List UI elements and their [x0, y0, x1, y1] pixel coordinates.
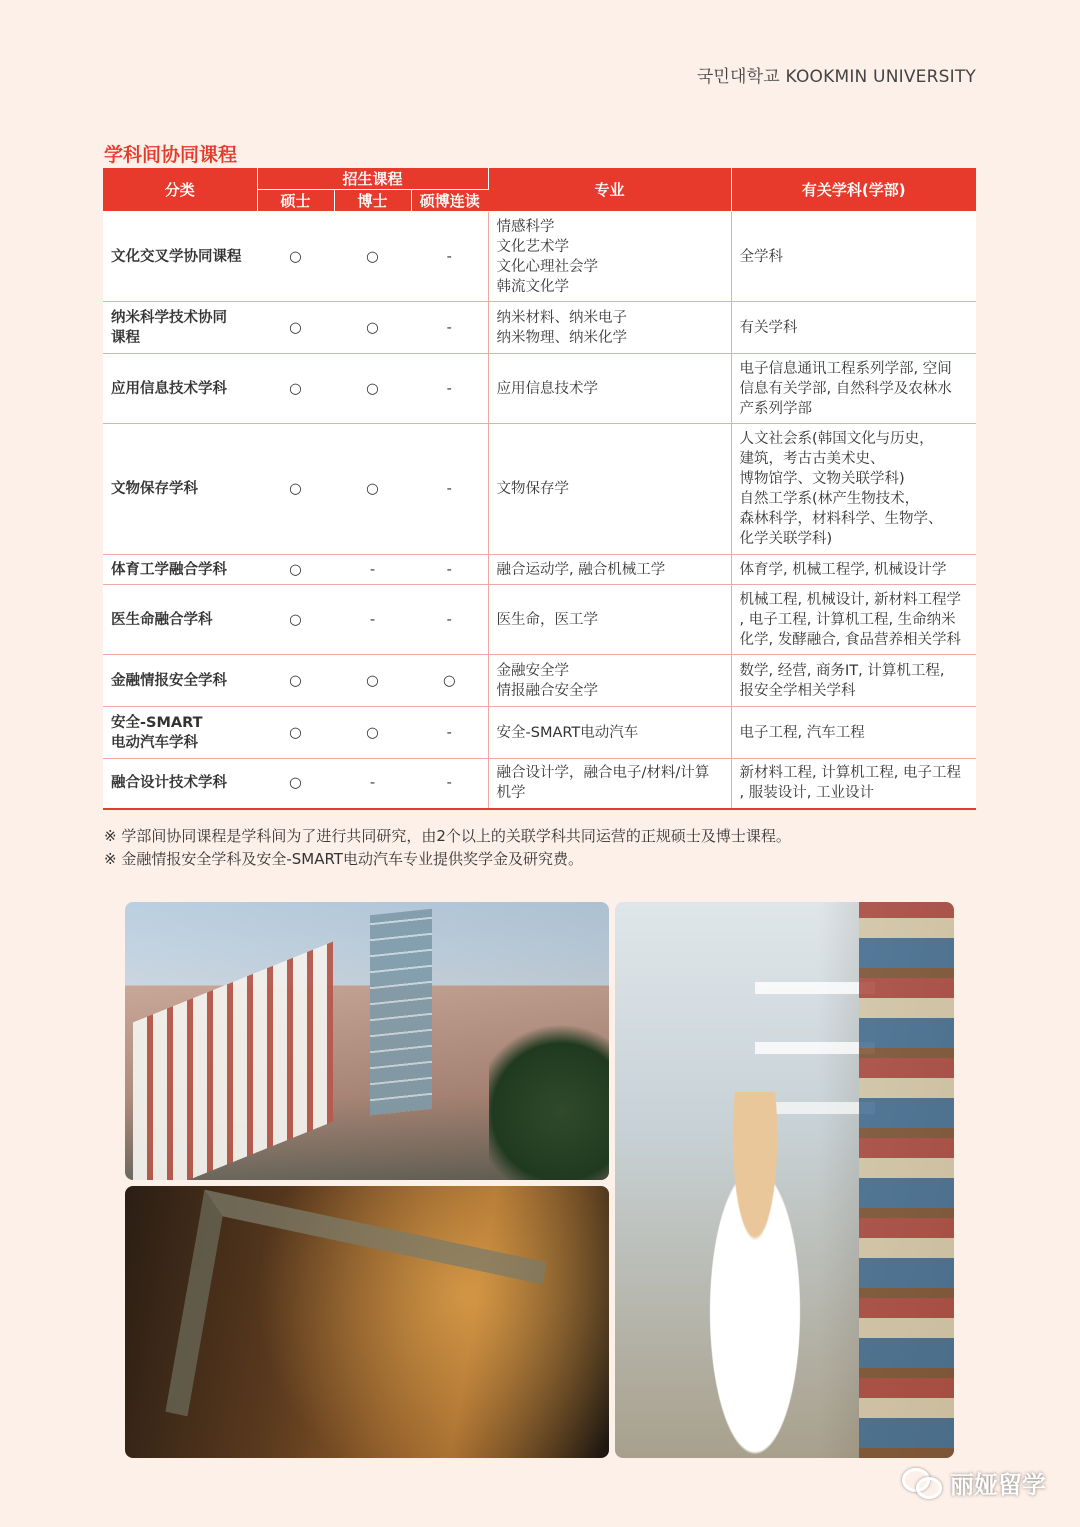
cell-combined: - — [411, 212, 488, 302]
major-line: 纳米材料、纳米电子 — [496, 309, 628, 326]
cell-master: ○ — [257, 354, 334, 424]
category-line: 体育工学融合学科 — [111, 561, 227, 578]
cell-combined: ○ — [411, 655, 488, 707]
cell-category — [103, 759, 257, 809]
table-row — [103, 759, 976, 809]
cell-master: ○ — [257, 424, 334, 555]
cell-category — [103, 585, 257, 655]
category-line: 安全-SMART — [111, 714, 203, 731]
cell-doctor: ○ — [334, 424, 411, 555]
cell-category — [103, 655, 257, 707]
cell-category — [103, 707, 257, 759]
cell-related — [731, 655, 976, 707]
header-master: 硕士 — [257, 190, 334, 212]
cell-master: ○ — [257, 585, 334, 655]
cell-related — [731, 212, 976, 302]
category-line: 纳米科学技术协同 — [111, 309, 227, 326]
related-line: 电子工程, 汽车工程 — [739, 724, 865, 741]
cell-related — [731, 585, 976, 655]
major-line: 文化艺术学 — [496, 238, 570, 255]
cell-doctor: - — [334, 555, 411, 585]
header-major: 专业 — [488, 168, 731, 212]
header-enroll: 招生课程 — [257, 168, 488, 190]
table-row — [103, 424, 976, 555]
section-title: 学科间协同课程 — [104, 144, 238, 166]
related-line: 有关学科 — [739, 319, 798, 336]
table-row — [103, 655, 976, 707]
cell-master: ○ — [257, 707, 334, 759]
related-line: 森林科学，材料科学、生物学、 — [739, 511, 943, 527]
cell-major — [488, 302, 731, 354]
cell-master: ○ — [257, 655, 334, 707]
footnote: ※ 金融情报安全学科及安全-SMART电动汽车专业提供奖学金及研究费。 — [104, 850, 583, 868]
major-line: 文物保存学 — [496, 481, 570, 497]
footnotes — [104, 825, 791, 871]
related-line: , 电子工程, 计算机工程, 生命纳米 — [739, 611, 956, 628]
header-related: 有关学科(学部) — [731, 168, 976, 212]
related-line: 化学关联学科) — [739, 531, 833, 547]
cell-doctor: ○ — [334, 354, 411, 424]
table-row — [103, 302, 976, 354]
university-brand: 국민대학교 KOOKMIN UNIVERSITY — [696, 67, 976, 87]
related-line: 产系列学部 — [739, 400, 813, 417]
category-line: 文物保存学科 — [111, 481, 198, 497]
watermark-text: 丽娅留学 — [950, 1471, 1046, 1499]
cell-major — [488, 759, 731, 809]
related-line: 自然工学系(林产生物技术， — [739, 491, 920, 507]
category-line: 金融情报安全学科 — [111, 672, 227, 689]
table-row — [103, 707, 976, 759]
related-line: 人文社会系(韩国文化与历史， — [739, 431, 934, 447]
table-row — [103, 354, 976, 424]
cell-combined: - — [411, 555, 488, 585]
cell-category — [103, 354, 257, 424]
category-line: 融合设计技术学科 — [111, 775, 227, 792]
major-line: 情感科学 — [496, 218, 555, 235]
major-line: 融合运动学, 融合机械工学 — [496, 561, 666, 578]
cell-category — [103, 302, 257, 354]
watermark — [902, 1465, 1046, 1500]
cell-category — [103, 212, 257, 302]
related-line: , 服装设计, 工业设计 — [739, 785, 874, 802]
cell-related — [731, 354, 976, 424]
cell-master: ○ — [257, 555, 334, 585]
cell-major — [488, 354, 731, 424]
cell-combined: - — [411, 707, 488, 759]
cell-major — [488, 555, 731, 585]
major-line: 情报融合安全学 — [496, 682, 599, 699]
major-line: 机学 — [496, 785, 526, 802]
library-student-photo — [615, 902, 954, 1458]
cell-related — [731, 302, 976, 354]
major-line: 文化心理社会学 — [496, 258, 599, 275]
cell-category — [103, 555, 257, 585]
table-row — [103, 212, 976, 302]
header-category: 分类 — [103, 168, 257, 212]
cell-major — [488, 585, 731, 655]
cell-combined: - — [411, 585, 488, 655]
cell-related — [731, 424, 976, 555]
major-line: 应用信息技术学 — [496, 380, 599, 397]
related-line: 体育学, 机械工程学, 机械设计学 — [739, 561, 947, 578]
cell-combined: - — [411, 302, 488, 354]
cell-master: ○ — [257, 759, 334, 809]
cell-combined: - — [411, 759, 488, 809]
related-line: 新材料工程, 计算机工程, 电子工程 — [739, 765, 961, 782]
category-line: 文化交叉学协同课程 — [111, 248, 242, 265]
header-doctor: 博士 — [334, 190, 411, 212]
cell-category — [103, 424, 257, 555]
category-line: 医生命融合学科 — [111, 611, 213, 628]
table-row — [103, 555, 976, 585]
wechat-icon — [902, 1468, 942, 1498]
related-line: 信息有关学部, 自然科学及农林水 — [739, 380, 952, 397]
table-body — [103, 212, 976, 809]
university-name-wall-photo — [125, 1186, 609, 1458]
campus-building-photo — [125, 902, 609, 1180]
related-line: 机械工程, 机械设计, 新材料工程学 — [739, 591, 961, 608]
cell-doctor: ○ — [334, 302, 411, 354]
cell-master: ○ — [257, 302, 334, 354]
major-line: 金融安全学 — [496, 662, 570, 679]
programs-table — [103, 168, 976, 810]
cell-combined: - — [411, 354, 488, 424]
cell-related — [731, 707, 976, 759]
table-row — [103, 585, 976, 655]
cell-doctor: ○ — [334, 707, 411, 759]
cell-doctor: ○ — [334, 655, 411, 707]
cell-doctor: ○ — [334, 212, 411, 302]
related-line: 电子信息通讯工程系列学部, 空间 — [739, 360, 952, 377]
major-line: 韩流文化学 — [496, 278, 570, 295]
major-line: 纳米物理、纳米化学 — [496, 329, 628, 346]
cell-major — [488, 655, 731, 707]
category-line: 电动汽车学科 — [111, 734, 198, 751]
cell-master: ○ — [257, 212, 334, 302]
cell-doctor: - — [334, 759, 411, 809]
cell-major — [488, 424, 731, 555]
related-line: 博物馆学、文物关联学科) — [739, 471, 905, 487]
major-line: 融合设计学，融合电子/材料/计算 — [496, 765, 710, 782]
major-line: 医生命，医工学 — [496, 611, 599, 628]
cell-doctor: - — [334, 585, 411, 655]
category-line: 课程 — [111, 329, 140, 346]
footnote: ※ 学部间协同课程是学科间为了进行共同研究，由2个以上的关联学科共同运营的正规硕士及博士课程。 — [104, 827, 791, 845]
cell-major — [488, 707, 731, 759]
related-line: 数学, 经营, 商务IT, 计算机工程, — [739, 662, 945, 679]
related-line: 化学, 发酵融合, 食品营养相关学科 — [739, 631, 961, 648]
related-line: 全学科 — [739, 248, 784, 265]
cell-related — [731, 555, 976, 585]
header-combined: 硕博连读 — [411, 190, 488, 212]
category-line: 应用信息技术学科 — [111, 380, 227, 397]
related-line: 建筑，考古古美术史、 — [739, 451, 885, 467]
cell-related — [731, 759, 976, 809]
cell-major — [488, 212, 731, 302]
cell-combined: - — [411, 424, 488, 555]
major-line: 安全-SMART电动汽车 — [496, 724, 639, 741]
related-line: 报安全学相关学科 — [739, 682, 856, 699]
